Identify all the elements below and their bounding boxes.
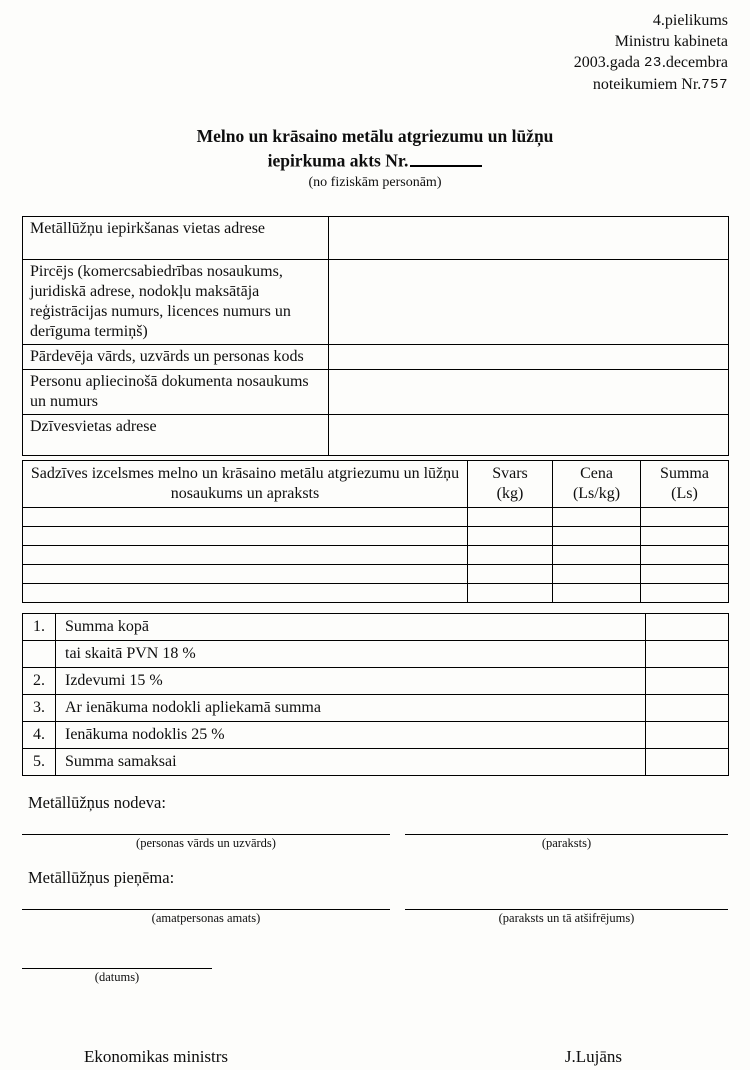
totals-value-cell (646, 722, 729, 749)
signature-row-received (22, 890, 728, 926)
totals-row-sum-payable (23, 749, 729, 776)
info-label-cell: Personu apliecinošā dokumenta nosaukums un numurs (23, 370, 329, 415)
info-value-cell (329, 217, 729, 260)
items-empty-row (23, 527, 729, 546)
items-empty-row (23, 584, 729, 603)
sig-caption-signature-decoded: (paraksts un tā atšifrējums) (498, 911, 635, 926)
doc-title-line-2-text: iepirkuma akts Nr. (267, 150, 409, 171)
totals-row-sum-total (23, 614, 729, 641)
info-row-buyer (23, 260, 729, 345)
sig-gave-name-block (22, 815, 390, 851)
signature-line (405, 890, 728, 910)
doc-subtitle: (no fiziskām personām) (308, 175, 442, 191)
info-row-residence (23, 415, 729, 456)
doc-title (22, 125, 728, 192)
annex-line-4-number: 757 (701, 76, 728, 93)
items-header-sum (641, 461, 729, 508)
items-empty-row (23, 546, 729, 565)
info-value-cell (329, 370, 729, 415)
totals-value-cell (646, 668, 729, 695)
totals-num-cell (23, 641, 56, 668)
annex-line-3-suffix: .decembra (661, 54, 728, 72)
date-line (22, 949, 212, 969)
date-caption: (datums) (94, 970, 140, 985)
sig-caption-signature: (paraksts) (541, 836, 592, 851)
totals-value-cell (646, 614, 729, 641)
annex-line-1: 4.pielikums (652, 12, 728, 29)
signature-line (405, 815, 728, 835)
doc-title-line-2 (22, 148, 728, 172)
sig-received-signature-block (405, 890, 728, 926)
totals-value-cell (646, 695, 729, 722)
totals-label-cell: Ar ienākuma nodokli apliekamā summa (56, 695, 646, 722)
info-label-cell: Pārdevēja vārds, uzvārds un personas kods (23, 345, 329, 370)
totals-num-cell: 4. (23, 722, 56, 749)
items-header-sum-label: Summa (660, 465, 709, 483)
info-row-seller (23, 345, 729, 370)
totals-num-cell: 1. (23, 614, 56, 641)
doc-title-line-1: Melno un krāsaino metālu atgriezumu un lūžņu (196, 126, 554, 147)
info-row-id-document (23, 370, 729, 415)
footer-minister-name: J.Lujāns (564, 1047, 622, 1067)
totals-value-cell (646, 749, 729, 776)
totals-num-cell: 5. (23, 749, 56, 776)
items-table (22, 460, 729, 603)
annex-line-4-prefix: noteikumiem Nr. (592, 75, 702, 93)
totals-row-income-tax (23, 722, 729, 749)
items-empty-row (23, 508, 729, 527)
sig-received-position-block (22, 890, 390, 926)
doc-number-blank (410, 148, 482, 167)
info-value-cell (329, 345, 729, 370)
items-header-weight-label: Svars (492, 465, 528, 483)
items-empty-row (23, 565, 729, 584)
signature-line (22, 890, 390, 910)
annex-header (22, 10, 728, 95)
sig-received-label: Metāllūžņus pieņēma: (28, 868, 175, 888)
items-header-price (553, 461, 641, 508)
items-header-price-unit: (Ls/kg) (572, 485, 621, 503)
totals-label-cell: Summa kopā (56, 614, 646, 641)
items-header-row (23, 461, 729, 508)
annex-line-3 (22, 52, 728, 73)
annex-line-3-day: 23 (644, 55, 662, 72)
items-header-weight-unit: (kg) (496, 485, 524, 503)
sig-gave-signature-block (405, 815, 728, 851)
info-row-address (23, 217, 729, 260)
annex-line-4 (22, 74, 728, 95)
sig-gave-label: Metāllūžņus nodeva: (28, 793, 166, 813)
info-label-cell: Dzīvesvietas adrese (23, 415, 329, 456)
totals-num-cell: 2. (23, 668, 56, 695)
date-block (22, 949, 212, 985)
info-table (22, 216, 729, 456)
annex-line-3-prefix: 2003.gada (573, 54, 640, 72)
sig-caption-official-position: (amatpersonas amats) (151, 911, 261, 926)
totals-label-cell: Ienākuma nodoklis 25 % (56, 722, 646, 749)
items-header-sum-unit: (Ls) (671, 485, 698, 503)
items-header-price-label: Cena (580, 465, 613, 483)
totals-row-vat (23, 641, 729, 668)
info-label-cell: Metāllūžņu iepirkšanas vietas adrese (23, 217, 329, 260)
totals-value-cell (646, 641, 729, 668)
totals-label-cell: Izdevumi 15 % (56, 668, 646, 695)
totals-table (22, 613, 729, 776)
items-header-weight (468, 461, 553, 508)
totals-label-cell: Summa samaksai (56, 749, 646, 776)
footer (22, 1047, 728, 1067)
totals-num-cell: 3. (23, 695, 56, 722)
items-header-description: Sadzīves izcelsmes melno un krāsaino metālu atgriezumu un lūžņu nosaukums un apraksts (23, 461, 468, 508)
totals-label-cell: tai skaitā PVN 18 % (56, 641, 646, 668)
sig-caption-person-name: (personas vārds un uzvārds) (136, 836, 276, 851)
info-label-cell: Pircējs (komercsabiedrības nosaukums, juridiskā adrese, nodokļu maksātāja reģistrācijas numurs, licences numurs un derīguma termiņš) (23, 260, 329, 345)
totals-row-taxable-sum (23, 695, 729, 722)
info-value-cell (329, 260, 729, 345)
signature-line (22, 815, 390, 835)
signature-row-gave (22, 815, 728, 851)
annex-line-2: Ministru kabineta (614, 33, 728, 51)
totals-row-expenses (23, 668, 729, 695)
info-value-cell (329, 415, 729, 456)
footer-minister-title: Ekonomikas ministrs (84, 1047, 229, 1067)
